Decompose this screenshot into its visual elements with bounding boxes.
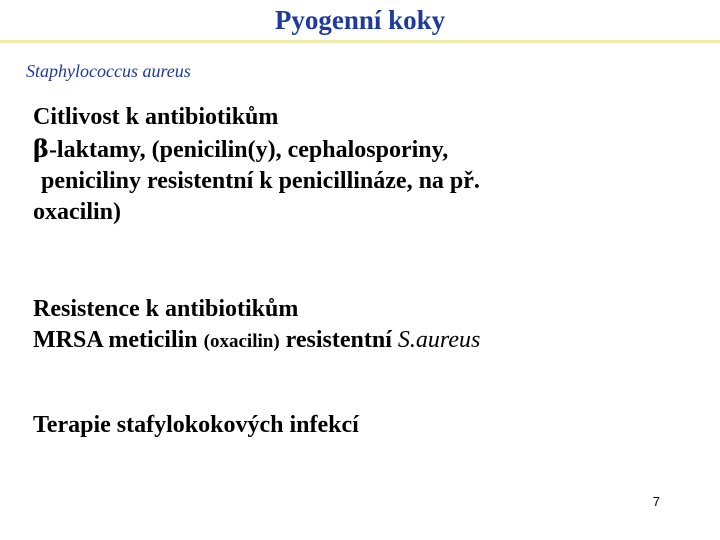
sensitivity-section — [33, 102, 480, 228]
sensitivity-heading: Citlivost k antibiotikům — [33, 104, 279, 130]
mrsa-text: MRSA meticilin — [33, 327, 204, 353]
title-underline — [0, 40, 720, 43]
species-name: S.aureus — [397, 327, 481, 353]
resistance-section — [33, 294, 480, 357]
beta-symbol: β — [33, 134, 49, 163]
beta-lactam-text: -laktamy, (penicilin(y), cephalosporiny, — [48, 137, 449, 163]
penicillinase-line: peniciliny resistentní k penicillináze, na př. — [41, 168, 480, 194]
therapy-heading: Terapie stafylokokových infekcí — [33, 412, 359, 438]
beta-lactam-line — [33, 133, 480, 166]
page-number: 7 — [652, 494, 660, 509]
organism-subtitle: Staphylococcus aureus — [26, 61, 191, 81]
therapy-section — [33, 410, 359, 441]
mrsa-line — [33, 325, 480, 357]
oxacilin-line: oxacilin) — [33, 199, 121, 225]
oxacilin-note: (oxacilin) — [203, 331, 280, 352]
resistance-heading: Resistence k antibiotikům — [33, 296, 299, 322]
mrsa-resistant-text: resistentní — [279, 327, 398, 353]
slide-title: Pyogenní koky — [274, 5, 446, 35]
